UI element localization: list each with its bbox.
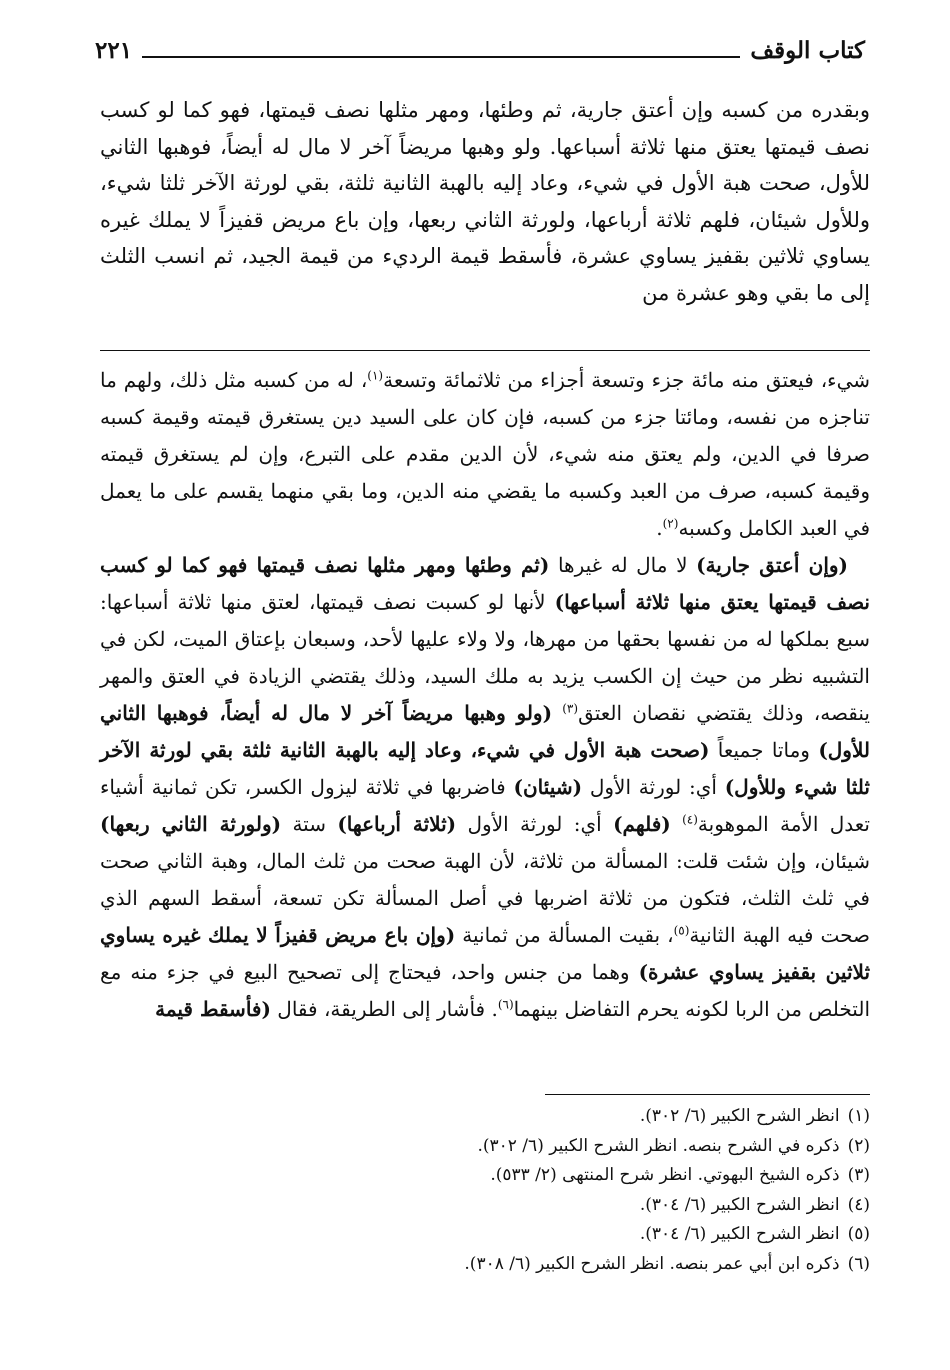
footnote-item [100, 1220, 870, 1250]
footnote-ref-5[interactable]: (٥) [673, 923, 690, 938]
footnote-ref-1[interactable]: (١) [367, 368, 384, 383]
footnote-ref-3[interactable]: (٣) [562, 701, 579, 716]
footnote-text: ذكره في الشرح بنصه. انظر الشرح الكبير (٦/ ٣٠٢). [477, 1135, 840, 1156]
footnote-number: (٥) [847, 1224, 870, 1244]
commentary [100, 362, 870, 1028]
footnote-item [100, 1191, 870, 1221]
footnote-text: ذكره الشيخ البهوتي. انظر شرح المنتهى (٢/ ٥٣٣). [490, 1165, 840, 1185]
footnote-number: (٢) [847, 1135, 870, 1156]
quoted-matn: (وإن باع مريض قفيزاً لا يملك غيره يساوي ثلاثين بقفيز يساوي عشرة) [100, 923, 871, 984]
footnote-number: (٣) [847, 1165, 870, 1185]
commentary-text: أي: لورثة الأول [582, 775, 725, 799]
quoted-matn: (ولو وهبها مريضاً آخر لا مال له أيضاً، فوهبها الثاني للأول) [100, 701, 870, 762]
commentary-text: فاضربها في ثلاثة ليزول الكسر، تكن ثمانية أشياء تعدل الأمة الموهوبة [100, 775, 870, 836]
footnote-item [100, 1250, 870, 1280]
quoted-matn: (ولورثة الثاني ربعها) [100, 812, 282, 836]
footnote-text: انظر الشرح الكبير (٦/ ٣٠٢). [639, 1106, 840, 1126]
main-text-separator [100, 350, 870, 351]
commentary-text [671, 812, 682, 836]
footnote-number: (٦) [847, 1253, 870, 1274]
commentary-text [552, 701, 562, 725]
commentary-text: وماتا جميعاً [709, 738, 819, 762]
quoted-matn: (ثلاثة أرباعها) [337, 812, 457, 836]
footnote-ref-4[interactable]: (٤) [682, 812, 698, 827]
commentary-text: شيئان، وإن شئت قلت: المسألة من ثلاثة، لأن الهبة صحت من ثلث المال، وهبة الثاني صحت في ثلث الثلث، فتكون من ثلاثة اضربها في أصل المسألة تكن تسعة، أسقط السهم الذي صحت فيه الهبة الثانية [100, 849, 871, 947]
footnotes-list [100, 1102, 870, 1279]
commentary-text: . فأشار إلى الطريقة، فقال [270, 997, 498, 1021]
commentary-text: ستة [281, 812, 338, 836]
footnote-ref-6[interactable]: (٦) [497, 997, 514, 1012]
main-text: وبقدره من كسبه وإن أعتق جارية، ثم وطئها، ومهر مثلها نصف قيمتها، فهو كما لو كسب نصف قيمتها يعتق منها ثلاثة أسباعها. ولو وهبها مريضاً آخر لا مال له أيضاً، فوهبها الثاني للأول، صحت هبة الأول في شيء، وعاد إليه بالهبة الثانية ثلثة، بقي لورثة الآخر ثلثا شيء، وللأول شيئان، فلهم ثلاثة أرباعها، ولورثة الثاني ربعها، وإن باع مريض قفيزاً لا يملك غيره يساوي ثلاثين بقفيز يساوي عشرة، فأسقط قيمة الرديء من قيمة الجيد، ثم انسب الثلث إلى ما بقي وهو عشرة من [100, 98, 870, 305]
commentary-text: شيء، فيعتق منه مائة جزء وتسعة أجزاء من ثلاثمائة وتسعة [383, 368, 871, 392]
commentary-text: ، له من كسبه مثل ذلك، ولهم ما تناجزه من نفسه، ومائتا جزء من كسبه، فإن كان على السيد دين يستغرق قيمته وقيمة كسبه صرفا في الدين، ولم يعتق منه شيء، لأن الدين مقدم على التبرع، وإن لم يستغرق قيمته وقيمة كسبه، صرف من العبد وكسبه ما يقضي منه الدين، وما بقي منهما يقسم على ما يعمل في العبد الكامل وكسبه [100, 368, 870, 540]
footnote-number: (٤) [847, 1194, 870, 1215]
quoted-matn: (وإن أعتق جارية) [696, 553, 848, 577]
quoted-matn: (ثم وطئها ومهر مثلها نصف قيمتها فهو كما لو كسب نصف قيمتها يعتق منها ثلاثة أسباعها) [100, 553, 870, 614]
footnote-ref-2[interactable]: (٢) [662, 516, 679, 531]
footnote-text: ذكره ابن أبي عمر بنصه. انظر الشرح الكبير (٦/ ٣٠٨). [464, 1253, 840, 1274]
page-number: ٢٢١ [95, 36, 133, 64]
quoted-matn: (فلهم) [613, 812, 671, 836]
quoted-matn: (شيئان) [513, 775, 583, 799]
footnote-item [100, 1132, 870, 1162]
commentary-text: وهما من جنس واحد، فيحتاج إلى تصحيح البيع في جزء منه مع التخلص من الربا لكونه يحرم التفاضل بينهما [100, 960, 870, 1021]
footnote-item [100, 1161, 870, 1191]
commentary-paragraph-2 [100, 547, 870, 1028]
commentary-text: أي: لورثة الأول [456, 812, 614, 836]
footnote-separator [545, 1094, 870, 1095]
commentary-paragraph-1 [100, 362, 870, 547]
footnote-text: انظر الشرح الكبير (٦/ ٣٠٤). [639, 1194, 840, 1215]
commentary-text: لا مال له غيرها [549, 553, 697, 577]
quoted-matn: (صحت هبة الأول في شيء، وعاد إليه بالهبة الثانية ثلثة بقي لورثة الآخر ثلثا شيء وللأول) [100, 738, 870, 799]
book-title: كتاب الوقف [750, 36, 865, 64]
header-rule [142, 56, 740, 58]
footnote-text: انظر الشرح الكبير (٦/ ٣٠٤). [639, 1224, 840, 1244]
commentary-text: . [656, 516, 663, 540]
quoted-matn: (فأسقط قيمة [155, 997, 271, 1021]
commentary-text: لأنها لو كسبت نصف قيمتها، لعتق منها ثلاثة أسباعها: سبع بملكها له من نفسها بحقها من مهرها، ولا ولاء عليها لأحد، وسبعان بإعتاق الميت، لكن في التشبيه نظر من حيث إن الكسب يزيد به ملك السيد، وذلك يقتضي الزيادة في العتق والمهر ينقصه، وذلك يقتضي نقصان العتق [100, 590, 871, 725]
footnote-number: (١) [847, 1106, 870, 1126]
page-header [95, 30, 865, 70]
footnote-item [100, 1102, 870, 1132]
commentary-text: ، بقيت المسألة من ثمانية [455, 923, 674, 947]
